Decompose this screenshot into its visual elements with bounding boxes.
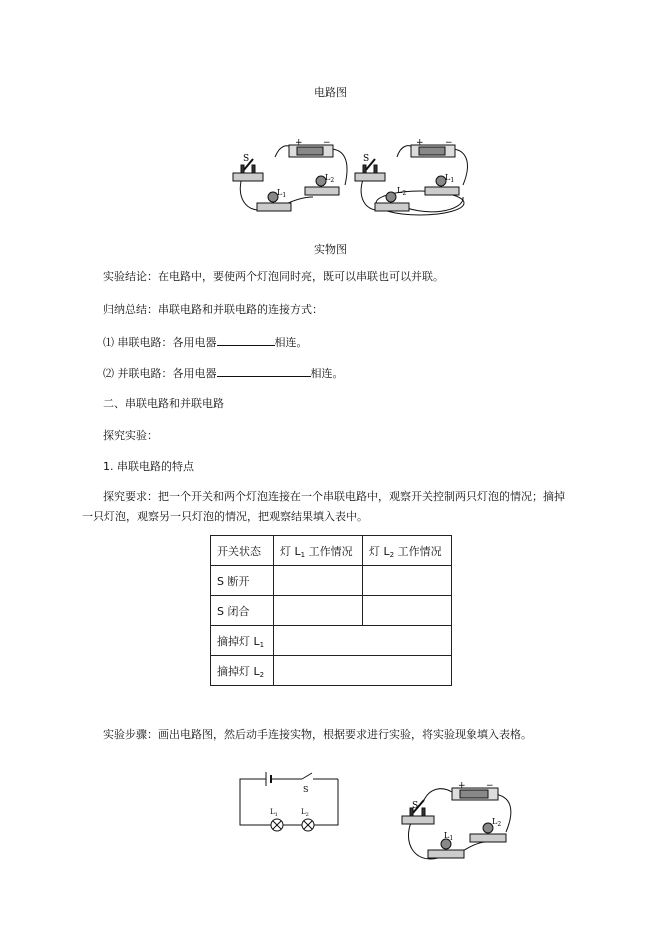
bottom-plus-label: +	[458, 781, 466, 791]
table-cell-input[interactable]	[363, 566, 452, 596]
lamp-l2-label-left: $L_2$	[325, 173, 335, 184]
table-header-l2: 灯 $L_2$ 工作情况	[363, 536, 452, 566]
parallel-connection-line	[103, 365, 344, 382]
table-header-l1: 灯 $L_1$ 工作情况	[274, 536, 363, 566]
table-row	[211, 536, 452, 566]
series-fill-blank[interactable]	[217, 334, 275, 346]
minus-label-left: −	[323, 138, 331, 148]
schematic-l2-label: $L_2$	[301, 808, 309, 818]
observation-table	[210, 535, 452, 686]
series-physical-circuit-bottom	[398, 778, 518, 868]
experiment-conclusion: 实验结论：在电路中，要使两个灯泡同时亮，既可以串联也可以并联。	[103, 270, 444, 283]
table-cell-input[interactable]	[274, 656, 452, 686]
plus-label-right: +	[416, 138, 424, 148]
physical-circuits-top-figure	[225, 135, 475, 217]
row-label-s-open: S 断开	[211, 566, 274, 596]
bottom-l1-label: $L_1$	[444, 831, 454, 842]
series-text-before: ⑴ 串联电路：各用电器	[103, 336, 217, 349]
schematic-l1-label: $L_1$	[270, 808, 278, 818]
lamp-l1-label-right: $L_1$	[445, 173, 455, 184]
lamp-l2-label-right: $L_2$	[397, 186, 407, 197]
table-cell-input[interactable]	[274, 596, 363, 626]
table-cell-input[interactable]	[274, 626, 452, 656]
lamp-l1-label-left: $L_1$	[277, 188, 287, 199]
parallel-text-after: 相连。	[310, 367, 344, 380]
bottom-minus-label: −	[486, 781, 494, 791]
requirement-line-2: 一只灯泡，观察另一只灯泡的情况，把观察结果填入表中。	[82, 510, 368, 523]
minus-label-right: −	[445, 138, 453, 148]
series-connection-line	[103, 334, 308, 351]
bottom-l2-label: $L_2$	[492, 817, 502, 828]
parallel-text-before: ⑵ 并联电路：各用电器	[103, 367, 217, 380]
table-row	[211, 566, 452, 596]
caption-circuit-diagram: 电路图	[314, 86, 347, 99]
requirement-line-1: 探究要求：把一个开关和两个灯泡连接在一个串联电路中，观察开关控制两只灯泡的情况；摘掉	[103, 490, 565, 503]
row-label-s-closed: S 闭合	[211, 596, 274, 626]
table-row	[211, 596, 452, 626]
bottom-switch-label: S	[412, 801, 419, 811]
item-one-heading: 1. 串联电路的特点	[103, 460, 194, 473]
table-row	[211, 626, 452, 656]
parallel-fill-blank[interactable]	[217, 365, 311, 377]
table-cell-input[interactable]	[363, 596, 452, 626]
experiment-steps: 实验步骤：画出电路图，然后动手连接实物，根据要求进行实验，将实验现象填入表格。	[103, 728, 532, 741]
table-cell-input[interactable]	[274, 566, 363, 596]
caption-physical-diagram: 实物图	[314, 243, 347, 256]
plus-label-left: +	[295, 138, 303, 148]
row-label-remove-l1: 摘掉灯 $L_1$	[211, 626, 274, 656]
schematic-switch-label: S	[303, 785, 309, 794]
explore-heading: 探究实验：	[103, 429, 158, 442]
section-two-heading: 二、串联电路和并联电路	[103, 397, 224, 410]
summary-heading: 归纳总结：串联电路和并联电路的连接方式：	[103, 303, 323, 316]
table-row	[211, 656, 452, 686]
series-circuit-schematic	[236, 770, 342, 832]
series-text-after: 相连。	[274, 336, 308, 349]
row-label-remove-l2: 摘掉灯 $L_2$	[211, 656, 274, 686]
switch-label-left: S	[243, 154, 250, 164]
switch-label-right: S	[363, 154, 370, 164]
table-header-switch-state: 开关状态	[211, 536, 274, 566]
